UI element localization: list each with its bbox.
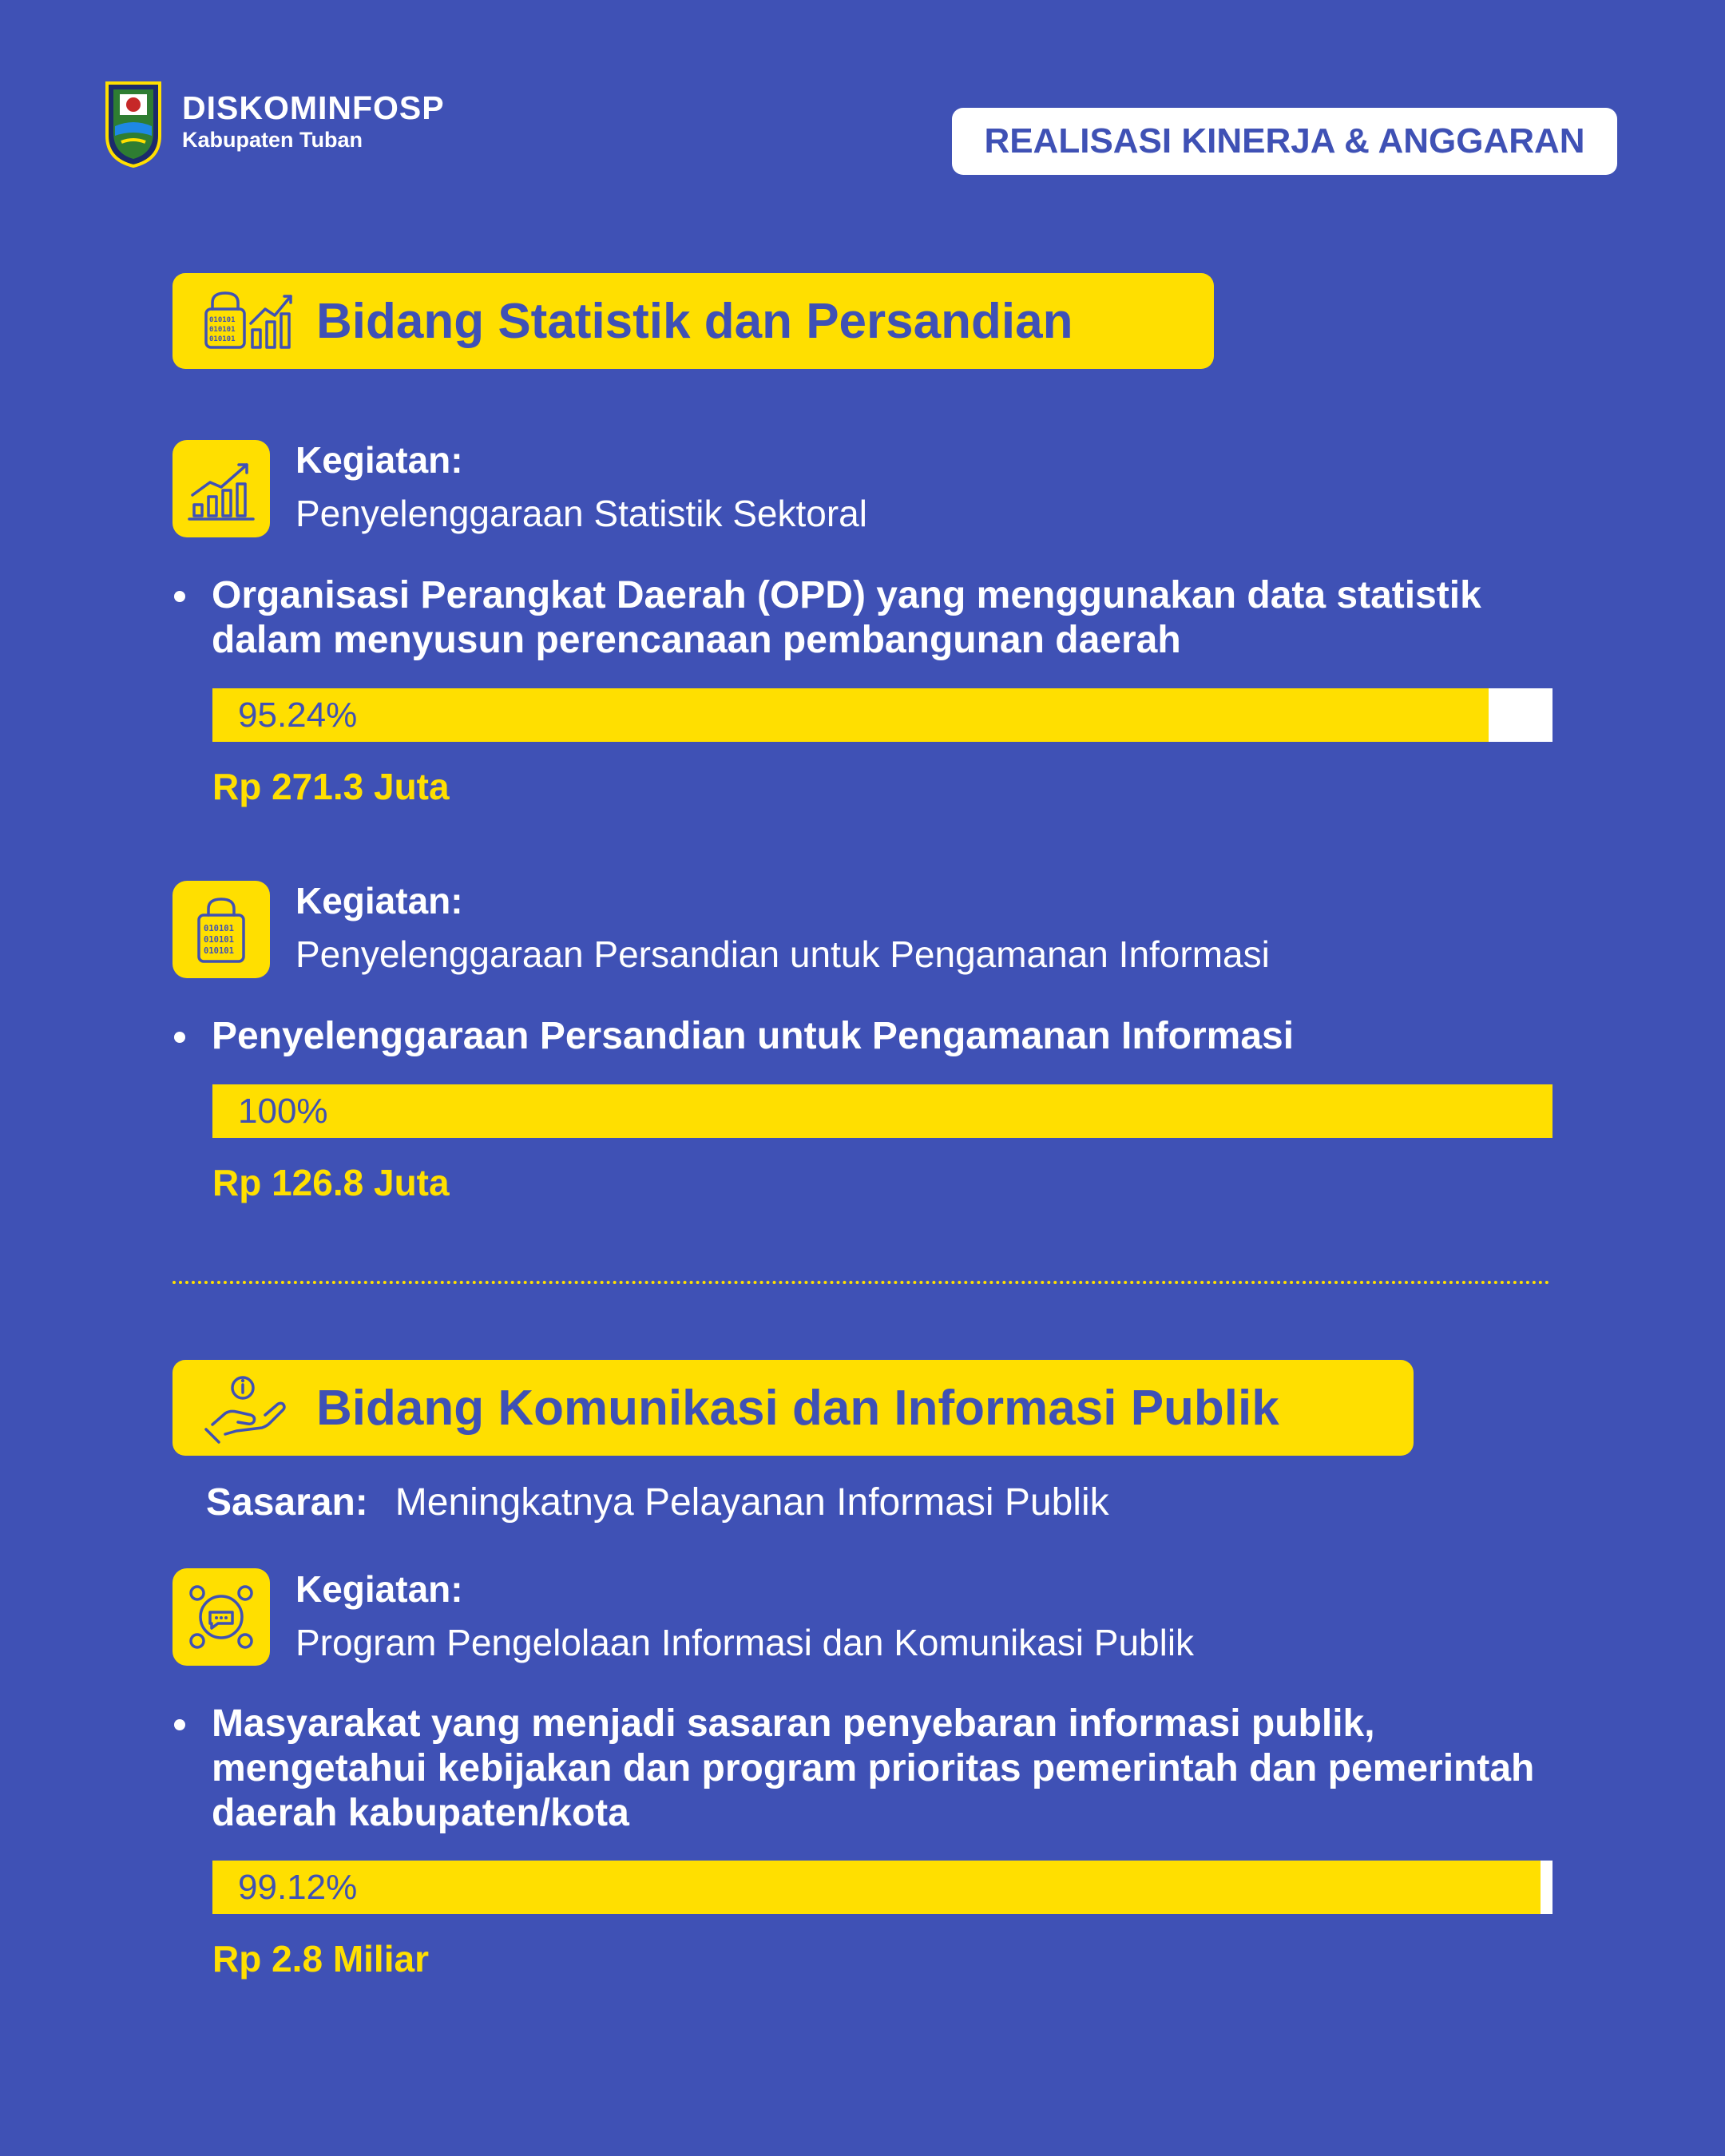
bullet-dot [174,1032,185,1043]
bullet-dot [174,1719,185,1730]
activity-name: Program Pengelolaan Informasi dan Komunikasi Publik [295,1622,1195,1663]
progress-fill [212,688,1489,742]
svg-text:010101: 010101 [204,924,234,933]
progress-bar [212,688,1552,742]
indicator-text: Masyarakat yang menjadi sasaran penyebaran informasi publik, mengetahui kebijakan dan program prioritas pemerintah dan pemerintah daerah kabupaten/kota [212,1702,1535,1834]
tuban-crest-logo [104,80,163,168]
org-sub: Kabupaten Tuban [182,128,363,152]
bullet-dot [174,591,185,602]
info-hand-icon [201,1372,297,1444]
activity-label: Kegiatan: [295,439,463,481]
indicator-text: Organisasi Perangkat Daerah (OPD) yang menggunakan data statistik dalam menyusun perencanaan pembangunan daerah [212,574,1481,661]
sasaran-text: Meningkatnya Pelayanan Informasi Publik [395,1481,1109,1524]
progress-label: 95.24% [238,696,358,735]
section-title: Bidang Statistik dan Persandian [316,293,1073,349]
progress-bar [212,1084,1552,1138]
section-banner-komunikasi [172,1360,1414,1456]
growth-chart-icon [183,450,260,527]
org-logo-text [182,89,445,153]
svg-text:010101: 010101 [204,946,234,956]
activity-icon-box [172,1568,270,1666]
activity-name: Penyelenggaraan Persandian untuk Pengamanan Informasi [295,933,1270,975]
section-title: Bidang Komunikasi dan Informasi Publik [316,1380,1279,1436]
title-pill: REALISASI KINERJA & ANGGARAN [952,108,1617,175]
section-banner-statistik [172,273,1214,369]
activity-icon-box [172,881,270,978]
svg-text:010101: 010101 [209,335,236,343]
sasaran-line [206,1479,1109,1527]
progress-label: 99.12% [238,1868,358,1907]
org-name: DISKOMINFOSP [182,89,445,126]
data-lock-chart-icon [201,285,297,357]
activity-icon-box [172,440,270,537]
activity-label: Kegiatan: [295,880,463,921]
sasaran-label: Sasaran: [206,1481,368,1524]
binary-lock-icon [183,891,260,968]
svg-text:010101: 010101 [209,316,236,324]
section-divider [172,1281,1550,1284]
budget-amount: Rp 126.8 Juta [212,1162,450,1203]
progress-label: 100% [238,1092,328,1131]
communication-network-icon [183,1579,260,1655]
progress-bar [212,1861,1552,1914]
budget-amount: Rp 2.8 Miliar [212,1938,429,1980]
indicator-text: Penyelenggaraan Persandian untuk Pengamanan Informasi [212,1015,1295,1057]
progress-fill [212,1084,1552,1138]
progress-fill [212,1861,1541,1914]
svg-text:010101: 010101 [209,326,236,334]
activity-label: Kegiatan: [295,1568,463,1610]
budget-amount: Rp 271.3 Juta [212,766,450,807]
svg-text:010101: 010101 [204,935,234,945]
activity-name: Penyelenggaraan Statistik Sektoral [295,493,867,534]
